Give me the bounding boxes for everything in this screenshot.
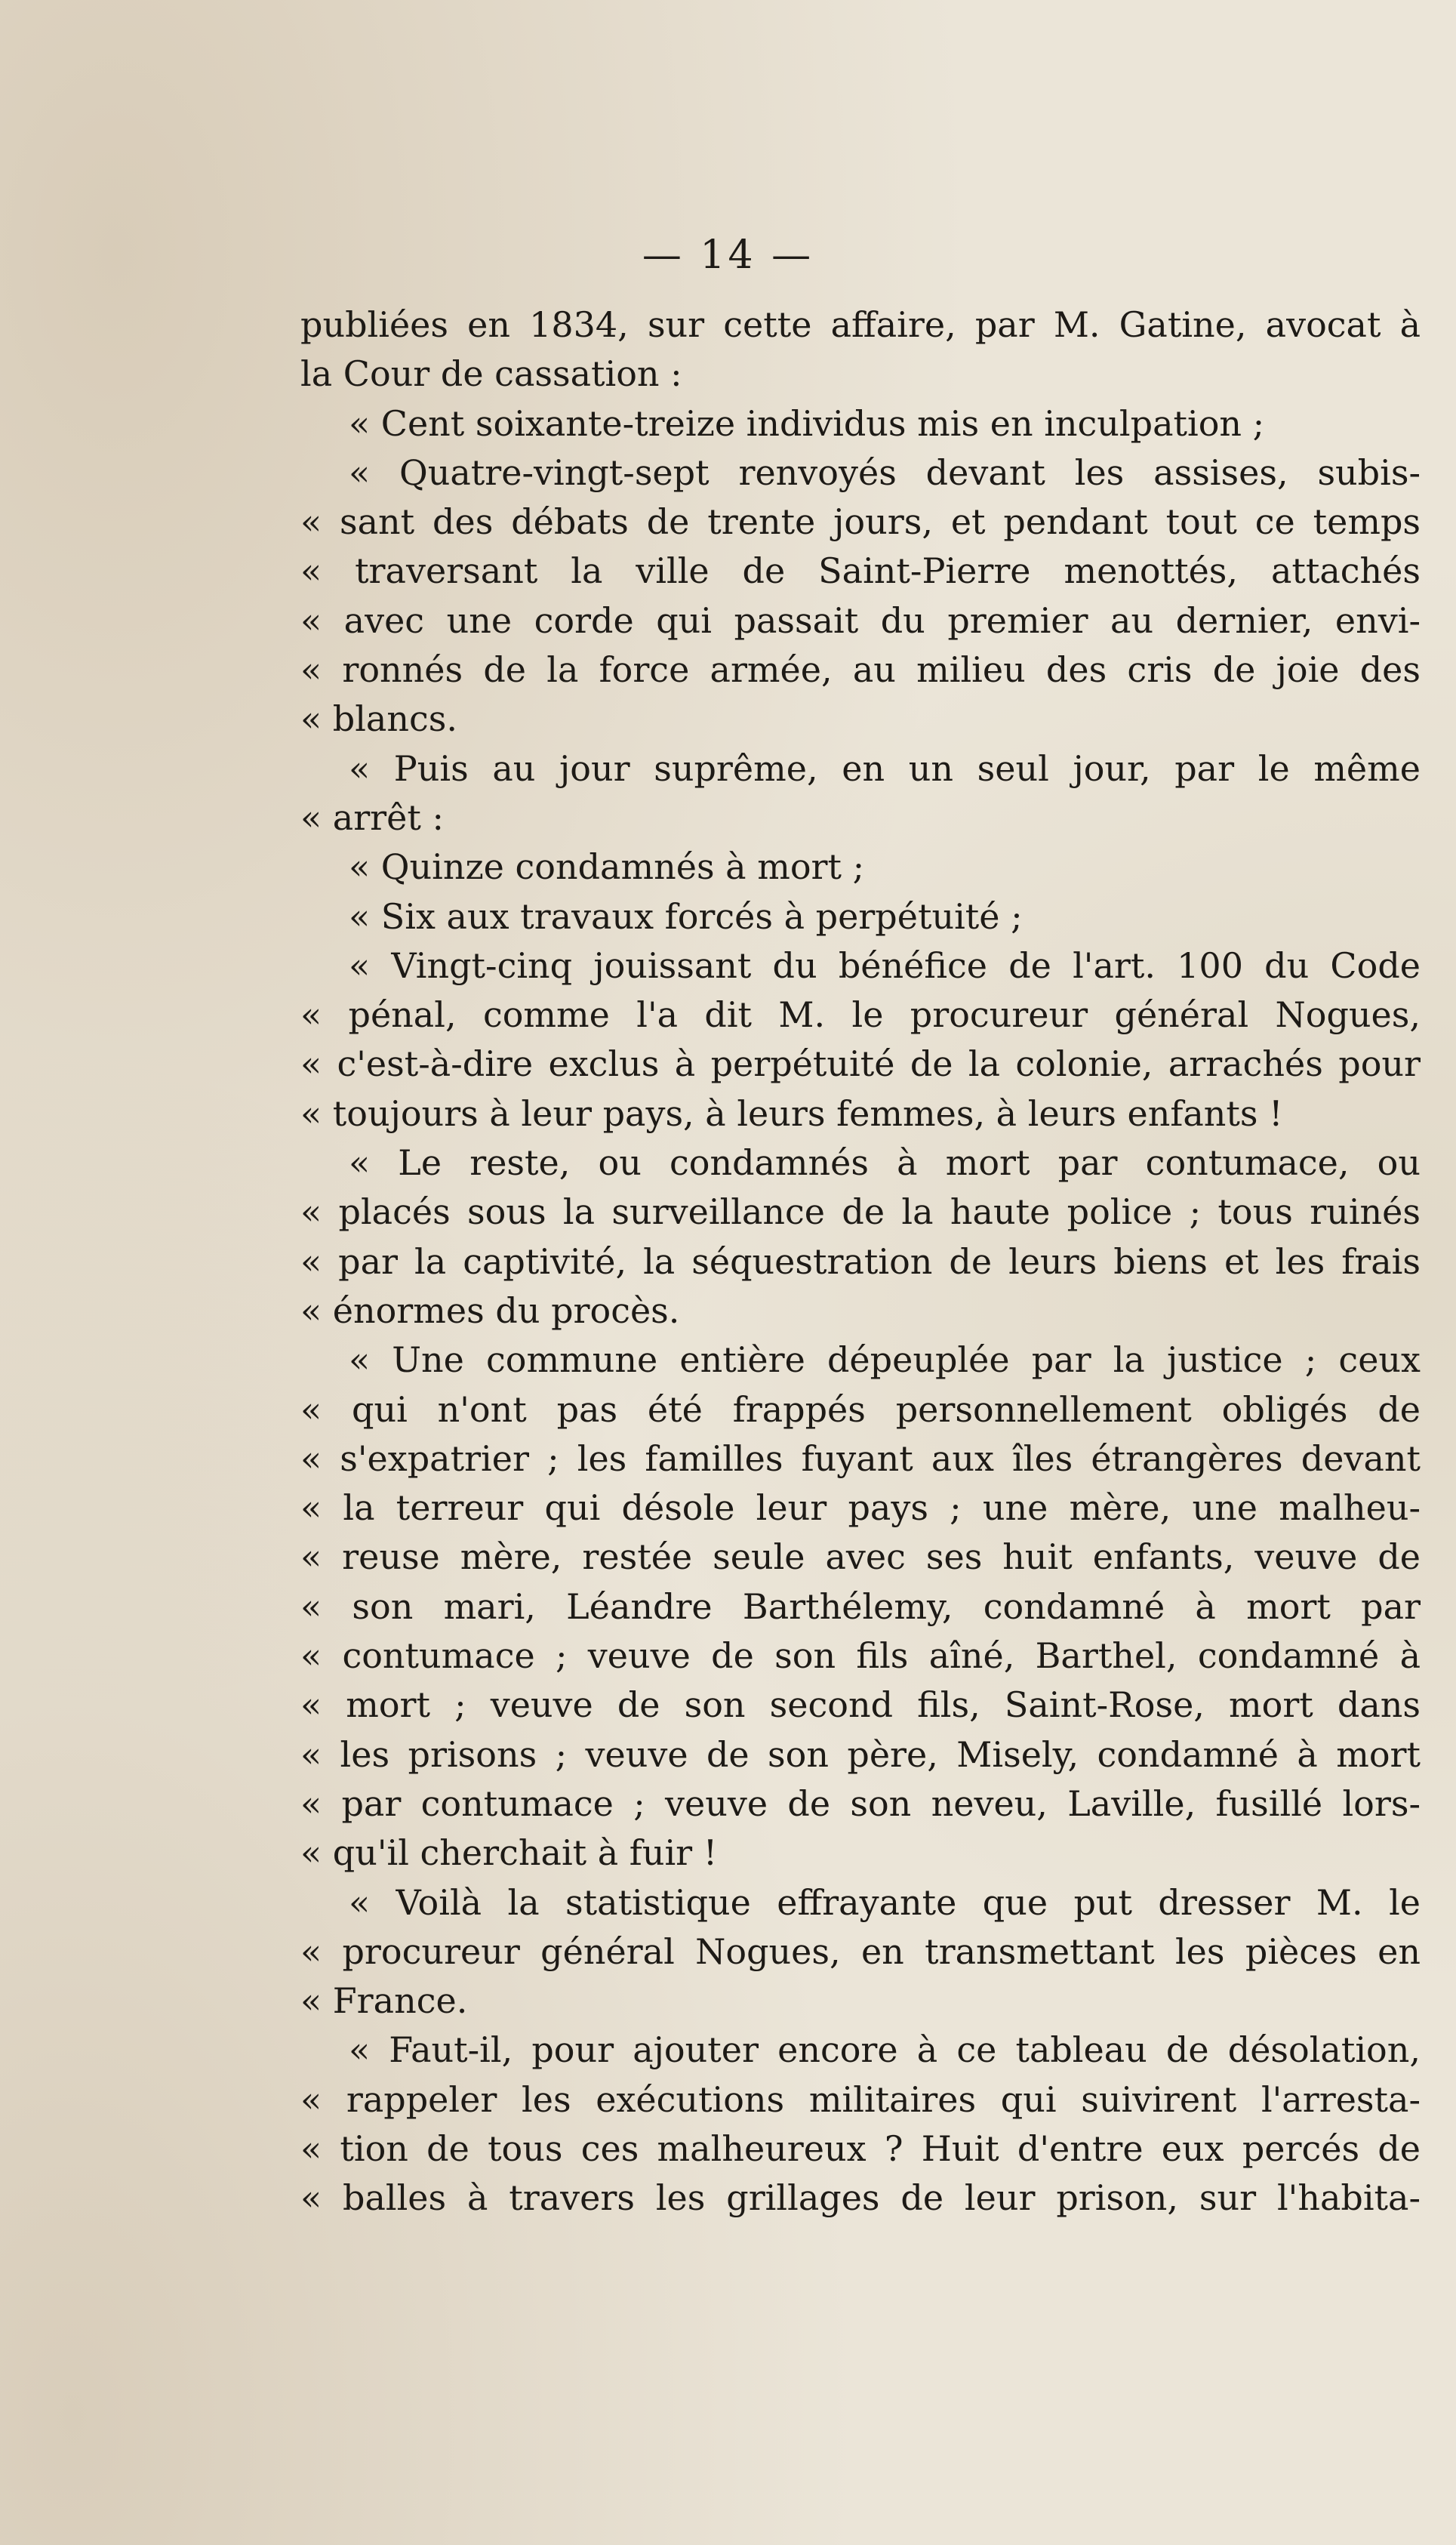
text-line: « Cent soixante-treize individus mis en inculpation ; <box>349 402 1265 444</box>
text-line: « qui n'ont pas été frappés personnellement obligés de <box>300 1388 1421 1430</box>
text-line: « arrêt : <box>300 796 444 838</box>
text-line: « tion de tous ces malheureux ? Huit d'entre eux percés de <box>300 2128 1421 2169</box>
text-line: « Quatre-vingt-sept renvoyés devant les assises, subis- <box>349 451 1421 493</box>
text-line: « s'expatrier ; les familles fuyant aux îles étrangères devant <box>300 1437 1421 1479</box>
text-line: « Voilà la statistique effrayante que put dresser M. le <box>349 1881 1421 1923</box>
text-line: « procureur général Nogues, en transmettant les pièces en <box>300 1930 1421 1972</box>
text-line: « avec une corde qui passait du premier au dernier, envi- <box>300 599 1421 641</box>
text-line: « Puis au jour suprême, en un seul jour, par le même <box>349 747 1421 789</box>
text-line: « placés sous la surveillance de la haute police ; tous ruinés <box>300 1191 1421 1233</box>
text-line: « Faut-il, pour ajouter encore à ce tableau de désolation, <box>349 2029 1421 2071</box>
text-line: « Une commune entière dépeuplée par la justice ; ceux <box>349 1339 1421 1381</box>
text-line: « reuse mère, restée seule avec ses huit enfants, veuve de <box>300 1536 1421 1578</box>
text-line: publiées en 1834, sur cette affaire, par M. Gatine, avocat à <box>300 304 1421 345</box>
text-line: « contumace ; veuve de son fils aîné, Barthel, condamné à <box>300 1635 1421 1677</box>
text-line: la Cour de cassation : <box>300 353 682 395</box>
text-line: « mort ; veuve de son second fils, Saint-Rose, mort dans <box>300 1684 1421 1726</box>
text-line: « les prisons ; veuve de son père, Misely, condamné à mort <box>300 1733 1421 1775</box>
text-line: « par contumace ; veuve de son neveu, Laville, fusillé lors- <box>300 1782 1421 1824</box>
text-line: « la terreur qui désole leur pays ; une mère, une malheu- <box>300 1487 1421 1529</box>
text-line: « France. <box>300 1980 468 2022</box>
text-line: « ronnés de la force armée, au milieu des cris de joie des <box>300 649 1421 691</box>
text-line: « rappeler les exécutions militaires qui suivirent l'arresta- <box>300 2078 1421 2120</box>
text-line: « balles à travers les grillages de leur prison, sur l'habita- <box>300 2177 1421 2219</box>
text-line: « Six aux travaux forcés à perpétuité ; <box>349 895 1023 937</box>
text-line: « Le reste, ou condamnés à mort par contumace, ou <box>349 1142 1421 1184</box>
text-line: « Quinze condamnés à mort ; <box>349 846 865 888</box>
text-line: « pénal, comme l'a dit M. le procureur général Nogues, <box>300 994 1421 1036</box>
text-line: « énormes du procès. <box>300 1289 680 1331</box>
text-line: « c'est-à-dire exclus à perpétuité de la colonie, arrachés pour <box>300 1043 1421 1085</box>
text-line: « traversant la ville de Saint-Pierre menottés, attachés <box>300 550 1421 592</box>
text-line: « sant des débats de trente jours, et pendant tout ce temps <box>300 501 1421 543</box>
text-line: « qu'il cherchait à fuir ! <box>300 1832 718 1874</box>
body-text <box>300 300 1421 2223</box>
text-line: « par la captivité, la séquestration de leurs biens et les frais <box>300 1240 1421 1282</box>
text-line: « Vingt-cinq jouissant du bénéfice de l'art. 100 du Code <box>349 944 1421 986</box>
text-line: « toujours à leur pays, à leurs femmes, à leurs enfants ! <box>300 1092 1283 1134</box>
text-line: « blancs. <box>300 698 457 740</box>
text-line: « son mari, Léandre Barthélemy, condamné à mort par <box>300 1585 1421 1627</box>
page-number: — 14 — <box>642 233 814 278</box>
